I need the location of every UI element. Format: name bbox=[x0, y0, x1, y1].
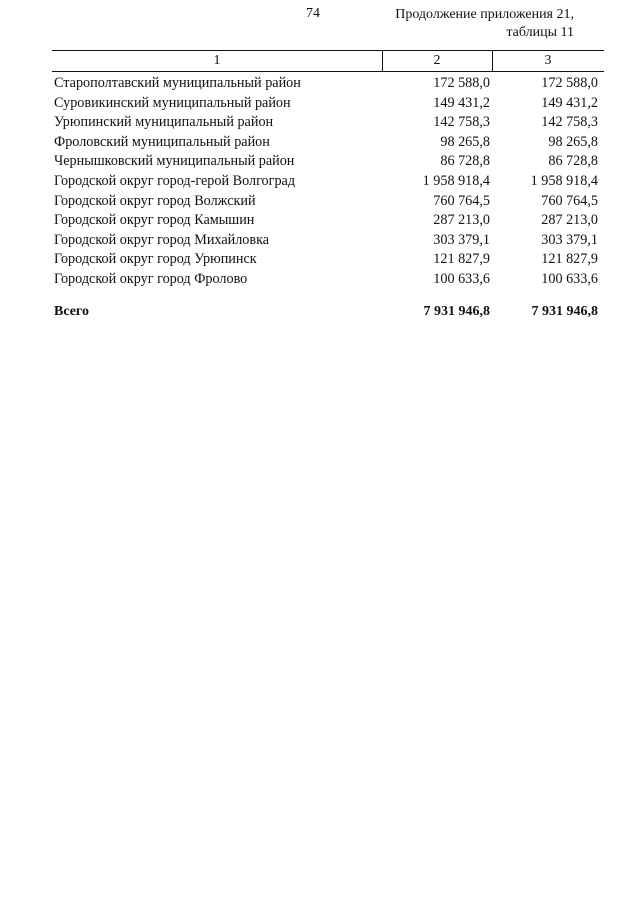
row-value-col-3: 149 431,2 bbox=[541, 94, 598, 111]
row-value-col-3: 1 958 918,4 bbox=[530, 172, 598, 189]
continuation-line-1: Продолжение приложения 21, bbox=[395, 7, 574, 22]
header-col-3: 3 bbox=[544, 53, 552, 68]
total-label: Всего bbox=[54, 303, 89, 319]
row-value-col-3: 98 265,8 bbox=[548, 133, 598, 150]
budget-table bbox=[52, 50, 604, 322]
total-value-col-3: 7 931 946,8 bbox=[531, 303, 598, 319]
page-number: 74 bbox=[306, 6, 320, 21]
table-header-row bbox=[52, 51, 604, 71]
row-name: Городской округ город Волжский bbox=[54, 192, 256, 209]
row-value-col-3: 142 758,3 bbox=[541, 114, 598, 131]
row-name: Городской округ город Урюпинск bbox=[54, 251, 257, 268]
table-row bbox=[52, 192, 604, 212]
row-name: Городской округ город Фролово bbox=[54, 270, 248, 287]
row-value-col-2: 172 588,0 bbox=[433, 75, 490, 91]
table-row bbox=[52, 133, 604, 153]
total-value-col-2: 7 931 946,8 bbox=[423, 303, 490, 319]
row-value-col-2: 121 827,9 bbox=[433, 251, 490, 268]
row-name: Суровикинский муниципальный район bbox=[54, 94, 291, 111]
row-value-col-3: 287 213,0 bbox=[541, 212, 598, 229]
row-value-col-2: 287 213,0 bbox=[433, 212, 490, 229]
row-name: Городской округ город Камышин bbox=[54, 212, 255, 229]
table-row bbox=[52, 250, 604, 270]
row-value-col-2: 149 431,2 bbox=[433, 94, 490, 111]
row-value-col-3: 303 379,1 bbox=[541, 231, 598, 248]
row-value-col-2: 1 958 918,4 bbox=[422, 172, 490, 189]
table-body bbox=[52, 74, 604, 290]
table-row bbox=[52, 211, 604, 231]
header-col-1: 1 bbox=[213, 53, 221, 68]
table-row bbox=[52, 270, 604, 290]
row-value-col-2: 100 633,6 bbox=[433, 270, 490, 287]
row-name: Фроловский муниципальный район bbox=[54, 133, 270, 150]
table-header-rule bbox=[52, 71, 604, 72]
row-value-col-3: 100 633,6 bbox=[541, 270, 598, 287]
continuation-note bbox=[380, 6, 574, 42]
row-value-col-3: 172 588,0 bbox=[541, 75, 598, 91]
header-col-2: 2 bbox=[433, 53, 441, 68]
row-value-col-2: 86 728,8 bbox=[440, 153, 490, 170]
row-name: Урюпинский муниципальный район bbox=[54, 114, 274, 131]
table-row bbox=[52, 231, 604, 251]
continuation-line-2: таблицы 11 bbox=[506, 25, 574, 40]
row-name: Городской округ город Михайловка bbox=[54, 231, 270, 248]
row-name: Чернышковский муниципальный район bbox=[54, 153, 295, 170]
row-value-col-2: 98 265,8 bbox=[440, 133, 490, 150]
table-row bbox=[52, 172, 604, 192]
row-value-col-2: 142 758,3 bbox=[433, 114, 490, 131]
row-name: Старополтавский муниципальный район bbox=[54, 75, 301, 91]
row-value-col-3: 86 728,8 bbox=[548, 153, 598, 170]
table-row bbox=[52, 152, 604, 172]
table-row bbox=[52, 94, 604, 114]
row-value-col-2: 303 379,1 bbox=[433, 231, 490, 248]
row-value-col-2: 760 764,5 bbox=[433, 192, 490, 209]
row-value-col-3: 121 827,9 bbox=[541, 251, 598, 268]
total-row bbox=[52, 302, 604, 322]
table-row bbox=[52, 113, 604, 133]
table-row bbox=[52, 74, 604, 94]
row-name: Городской округ город-герой Волгоград bbox=[54, 172, 296, 189]
row-value-col-3: 760 764,5 bbox=[541, 192, 598, 209]
